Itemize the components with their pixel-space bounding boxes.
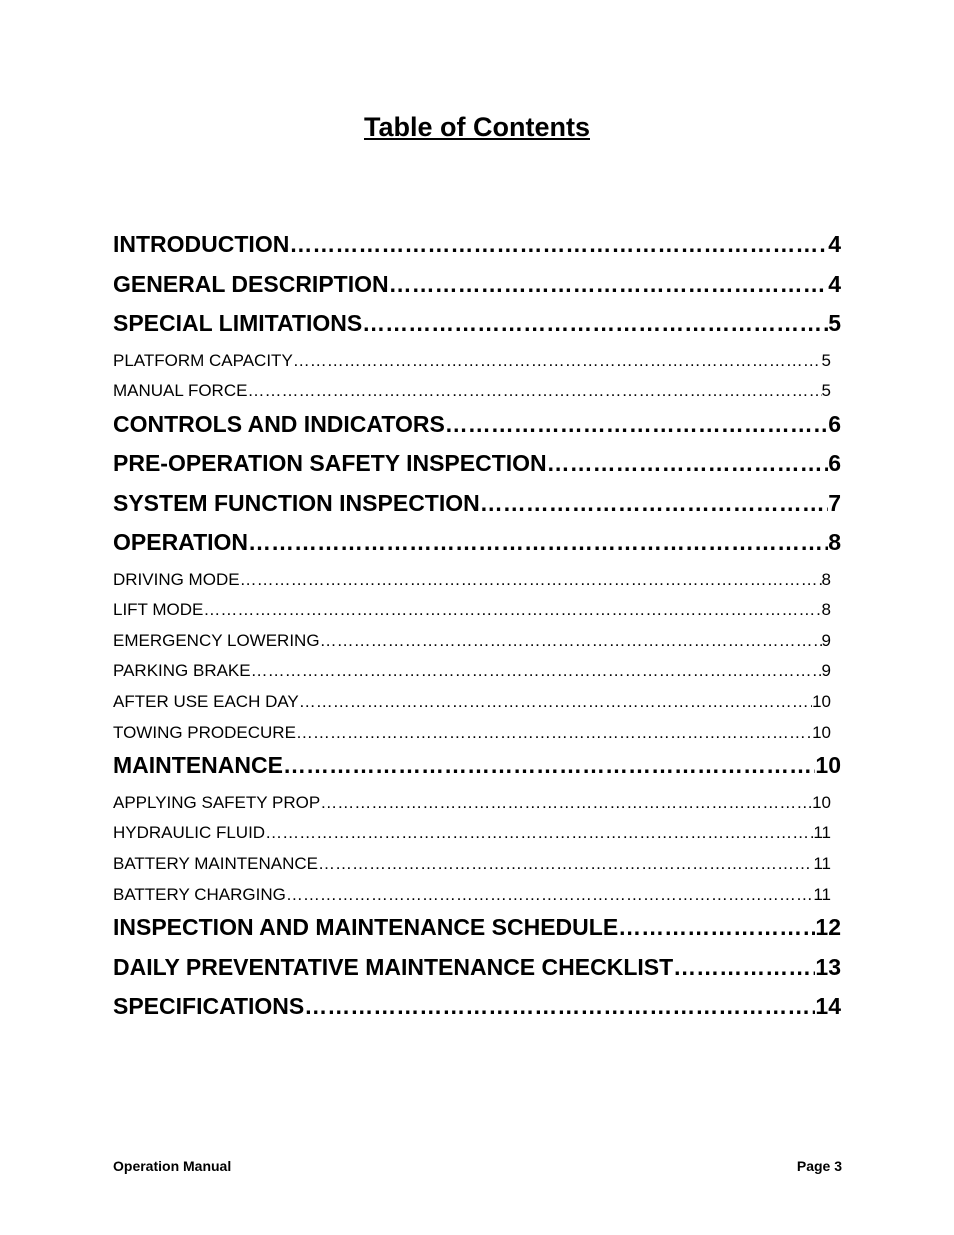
toc-entry-label: AFTER USE EACH DAY: [113, 692, 299, 712]
toc-leader-dots: [318, 850, 813, 878]
toc-entry-label: DRIVING MODE: [113, 569, 240, 589]
toc-leader-dots: [293, 347, 822, 375]
toc-entry: [113, 749, 841, 789]
toc-entry: [113, 911, 841, 951]
toc-entry-page: 10: [815, 752, 841, 779]
toc-entry-label: SPECIFICATIONS: [113, 993, 305, 1020]
toc-leader-dots: [673, 951, 815, 984]
toc-leader-dots: [203, 596, 821, 624]
toc-entry-page: 8: [821, 600, 831, 620]
toc-entry-label: PARKING BRAKE: [113, 661, 251, 681]
toc-entry: [113, 990, 841, 1030]
footer-page-number: Page 3: [796, 1158, 842, 1174]
page-title: Table of Contents: [364, 112, 590, 142]
toc-leader-dots: [289, 228, 828, 261]
toc-entry-page: 8: [821, 569, 831, 589]
toc-entry: [113, 347, 831, 378]
toc-entry-page: 5: [828, 310, 841, 336]
toc-entry-page: 5: [821, 381, 831, 401]
toc-entry-page: 4: [828, 270, 841, 297]
toc-entry-label: OPERATION: [113, 529, 249, 556]
table-of-contents: [113, 228, 841, 1030]
toc-entry: [113, 268, 841, 308]
toc-entry: [113, 789, 831, 820]
toc-entry: [113, 228, 841, 268]
toc-entry-page: 13: [815, 953, 841, 980]
toc-entry-page: 11: [813, 853, 831, 873]
toc-entry: [113, 819, 831, 850]
toc-entry-label: DAILY PREVENTATIVE MAINTENANCE CHECKLIST: [113, 953, 674, 980]
toc-leader-dots: [480, 487, 828, 520]
toc-leader-dots: [547, 447, 829, 480]
toc-entry-page: 7: [828, 489, 841, 516]
toc-entry-label: EMERGENCY LOWERING: [113, 630, 320, 650]
toc-entry: [113, 566, 831, 597]
toc-entry-label: PLATFORM CAPACITY: [113, 350, 293, 370]
footer-document-name: Operation Manual: [113, 1158, 232, 1174]
toc-entry-label: INSPECTION AND MAINTENANCE SCHEDULE: [113, 914, 619, 941]
toc-leader-dots: [265, 819, 813, 847]
toc-leader-dots: [296, 719, 812, 747]
toc-entry-page: 4: [828, 231, 841, 257]
toc-entry: [113, 377, 831, 408]
toc-entry-label: INTRODUCTION: [113, 231, 290, 257]
toc-entry-label: PRE-OPERATION SAFETY INSPECTION: [113, 450, 547, 477]
toc-leader-dots: [299, 688, 812, 716]
toc-entry-label: BATTERY CHARGING: [113, 884, 286, 904]
toc-entry-page: 14: [815, 993, 841, 1020]
toc-entry: [113, 719, 831, 750]
toc-entry-page: 12: [815, 914, 841, 941]
toc-entry-label: BATTERY MAINTENANCE: [113, 853, 318, 873]
toc-entry: [113, 307, 841, 347]
toc-entry: [113, 850, 831, 881]
toc-entry-label: HYDRAULIC FLUID: [113, 823, 266, 843]
toc-leader-dots: [247, 377, 821, 405]
toc-entry: [113, 688, 831, 719]
toc-entry-page: 10: [812, 792, 831, 812]
toc-entry-label: APPLYING SAFETY PROP: [113, 792, 321, 812]
page-footer: [113, 1158, 842, 1174]
toc-entry-page: 10: [812, 692, 831, 712]
toc-entry-page: 11: [813, 823, 831, 843]
toc-entry: [113, 447, 841, 487]
toc-leader-dots: [362, 307, 828, 340]
toc-entry: [113, 408, 841, 448]
toc-entry: [113, 596, 831, 627]
toc-leader-dots: [445, 408, 828, 441]
toc-leader-dots: [320, 789, 812, 817]
toc-entry-label: MANUAL FORCE: [113, 381, 248, 401]
toc-leader-dots: [320, 627, 822, 655]
toc-leader-dots: [248, 526, 828, 559]
toc-leader-dots: [251, 657, 822, 685]
toc-entry-page: 6: [828, 410, 841, 437]
toc-entry-label: SPECIAL LIMITATIONS: [113, 310, 363, 336]
toc-entry-page: 9: [821, 661, 831, 681]
toc-entry: [113, 627, 831, 658]
toc-entry-page: 5: [821, 350, 831, 370]
toc-leader-dots: [304, 990, 815, 1023]
toc-entry-page: 10: [812, 722, 831, 742]
toc-entry-label: CONTROLS AND INDICATORS: [113, 410, 445, 437]
toc-entry-label: MAINTENANCE: [113, 752, 283, 779]
toc-entry: [113, 951, 841, 991]
toc-entry-label: GENERAL DESCRIPTION: [113, 270, 389, 297]
toc-entry: [113, 657, 831, 688]
toc-entry: [113, 526, 841, 566]
toc-leader-dots: [286, 881, 813, 909]
toc-entry-page: 9: [821, 630, 831, 650]
toc-entry-page: 6: [828, 450, 841, 477]
toc-leader-dots: [389, 268, 829, 301]
toc-entry: [113, 881, 831, 912]
toc-leader-dots: [618, 911, 815, 944]
toc-leader-dots: [283, 749, 815, 782]
toc-entry: [113, 487, 841, 527]
toc-entry-label: SYSTEM FUNCTION INSPECTION: [113, 489, 480, 516]
toc-entry-label: TOWING PRODECURE: [113, 722, 296, 742]
toc-entry-label: LIFT MODE: [113, 600, 204, 620]
toc-entry-page: 11: [813, 884, 831, 904]
toc-leader-dots: [240, 566, 822, 594]
toc-entry-page: 8: [828, 529, 841, 556]
